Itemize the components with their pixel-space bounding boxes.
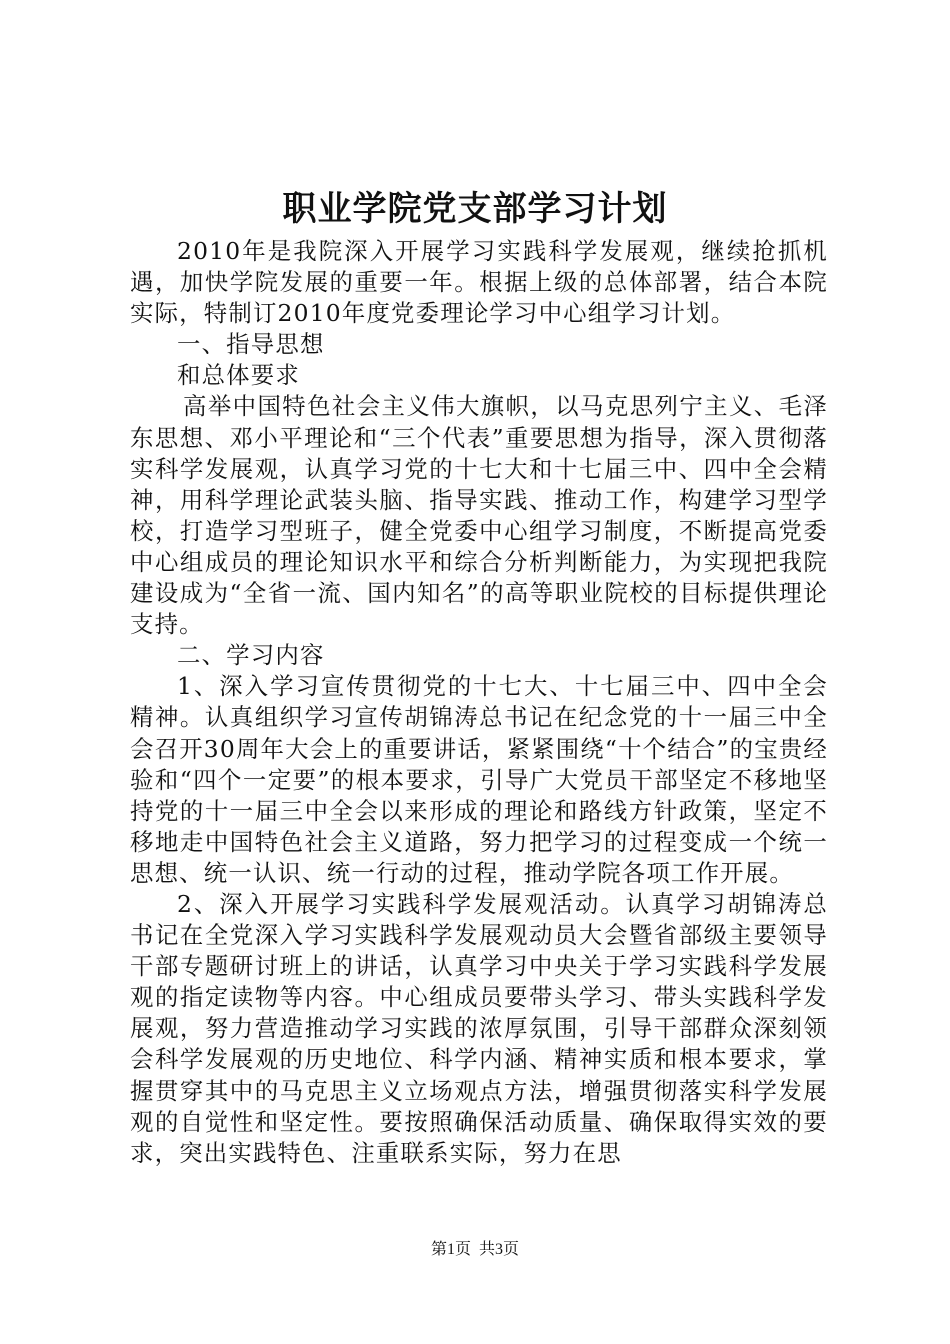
section-heading-study-content: 二、学习内容 bbox=[177, 641, 325, 670]
paragraph-intro: 2010年是我院深入开展学习实践科学发展观，继续抢抓机遇，加快学院发展的重要一年。根据上级的总体部署，结合本院实际，特制订2010年度党委理论学习中心组学习计划。 bbox=[130, 237, 828, 328]
paragraph-requirements: 高举中国特色社会主义伟大旗帜，以马克思列宁主义、毛泽东思想、邓小平理论和“三个代表”重要思想为指导，深入贯彻落实科学发展观，认真学习党的十七大和十七届三中、四中全会精神，用科学理论武装头脑、指导实践、推动工作，构建学习型学校，打造学习型班子，健全党委中心组学习制度，不断提高党委中心组成员的理论知识水平和综合分析判断能力，为实现把我院建设成为“全省一流、国内知名”的高等职业院校的目标提供理论支持。 bbox=[130, 392, 828, 639]
page-footer bbox=[0, 1240, 950, 1260]
paragraph-item-1: 1、深入学习宣传贯彻党的十七大、十七届三中、四中全会精神。认真组织学习宣传胡锦涛总书记在纪念党的十一届三中全会召开30周年大会上的重要讲话，紧紧围绕“十个结合”的宝贵经验和“四个一定要”的根本要求，引导广大党员干部坚定不移地坚持党的十一届三中全会以来形成的理论和路线方针政策，坚定不移地走中国特色社会主义道路，努力把学习的过程变成一个统一思想、统一认识、统一行动的过程，推动学院各项工作开展。 bbox=[130, 672, 828, 887]
section-heading-guiding-ideology: 一、指导思想 bbox=[177, 330, 325, 359]
page-number: 第1页 bbox=[430, 1241, 471, 1258]
page-title: 职业学院党支部学习计划 bbox=[282, 189, 668, 229]
page-total: 共3页 bbox=[479, 1241, 520, 1258]
document-body bbox=[130, 236, 828, 1169]
paragraph-item-2: 2、深入开展学习实践科学发展观活动。认真学习胡锦涛总书记在全党深入学习实践科学发展观动员大会暨省部级主要领导干部专题研讨班上的讲话，认真学习中央关于学习实践科学发展观的指定读物等内容。中心组成员要带头学习、带头实践科学发展观，努力营造推动学习实践的浓厚氛围，引导干部群众深刻领会科学发展观的历史地位、科学内涵、精神实质和根本要求，掌握贯穿其中的马克思主义立场观点方法，增强贯彻落实科学发展观的自觉性和坚定性。要按照确保活动质量、确保取得实效的要求，突出实践特色、注重联系实际，努力在思 bbox=[130, 889, 828, 1167]
section-heading-general-requirements: 和总体要求 bbox=[177, 361, 300, 390]
